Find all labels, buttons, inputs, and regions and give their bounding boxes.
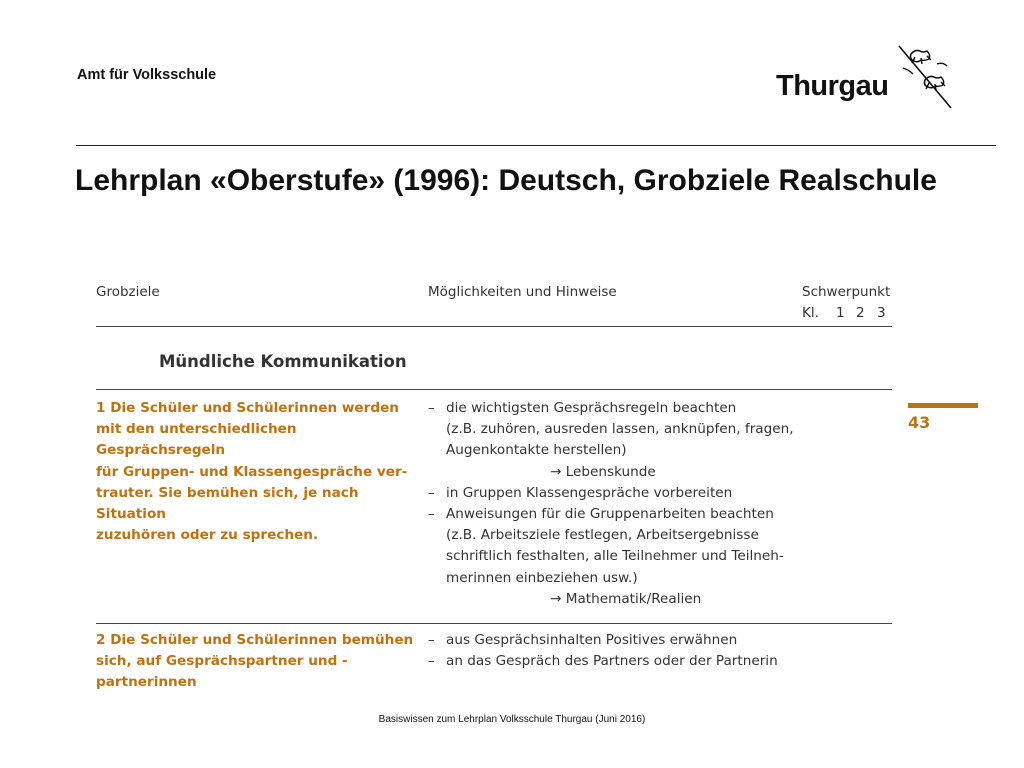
table-divider: [96, 389, 892, 390]
dash: –: [428, 400, 435, 416]
cross-reference: → Lebenskunde: [550, 463, 656, 480]
hint-item: – aus Gesprächsinhalten Positives erwähnen: [428, 632, 738, 648]
hint-item: – an das Gespräch des Partners oder der Partnerin: [428, 653, 778, 670]
thurgau-crest-icon: [897, 44, 953, 110]
footer: Basiswissen zum Lehrplan Volksschule Thurgau (Juni 2016): [378, 714, 646, 725]
goal-2: [96, 630, 416, 694]
goal-line: mit den unterschiedlichen Gesprächsregeln: [96, 421, 297, 459]
column-header-goals: Grobziele: [96, 284, 160, 300]
page-number-bar: [908, 403, 978, 408]
class-2: 2: [856, 305, 865, 321]
column-header-hints: Möglichkeiten und Hinweise: [428, 284, 617, 300]
goal-line: trauter. Sie bemühen sich, je nach Situation: [96, 484, 359, 523]
table-divider: [96, 623, 892, 624]
goal-line: zuzuhören oder zu sprechen.: [96, 527, 319, 544]
goal-line: sich, auf Gesprächspartner und -partnerinnen: [96, 653, 348, 691]
brand-name: Thurgau: [776, 70, 889, 102]
table-divider: [96, 326, 892, 327]
class-label: Kl.: [802, 305, 819, 321]
goal-1: [96, 398, 416, 546]
goal-line: für Gruppen- und Klassengespräche ver-: [96, 463, 408, 480]
header-divider: [76, 145, 996, 146]
goal-line: 1 Die Schüler und Schülerinnen werden: [96, 400, 399, 416]
hints-1: [428, 398, 808, 610]
hint-item: – in Gruppen Klassengespräche vorbereiten: [428, 484, 733, 501]
page-number: 43: [908, 413, 931, 432]
class-3: 3: [877, 305, 886, 321]
hint-item: – die wichtigsten Gesprächsregeln beachten (z.B. zuhören, ausreden lassen, anknüpfen, fragen, Augenkontakte herstellen) → Lebenskunde: [428, 398, 808, 483]
section-title: Mündliche Kommunikation: [159, 352, 407, 371]
department-label: Amt für Volksschule: [77, 67, 217, 83]
cross-reference: → Mathematik/Realien: [550, 590, 702, 607]
page-title: Lehrplan «Oberstufe» (1996): Deutsch, Grobziele Realschule: [75, 164, 937, 197]
class-1: 1: [836, 305, 845, 321]
hint-item: – Anweisungen für die Gruppenarbeiten beachten (z.B. Arbeitsziele festlegen, Arbeitsergebnisse schriftlich festhalten, alle Teilnehmer und Teilneh- merinnen einbeziehen usw.) → Mathematik/Realien: [428, 504, 808, 610]
column-header-focus: Schwerpunkt: [802, 284, 891, 300]
hints-2: [428, 630, 808, 672]
curriculum-excerpt: [96, 280, 896, 691]
goal-line: 2 Die Schüler und Schülerinnen bemühen: [96, 632, 414, 648]
